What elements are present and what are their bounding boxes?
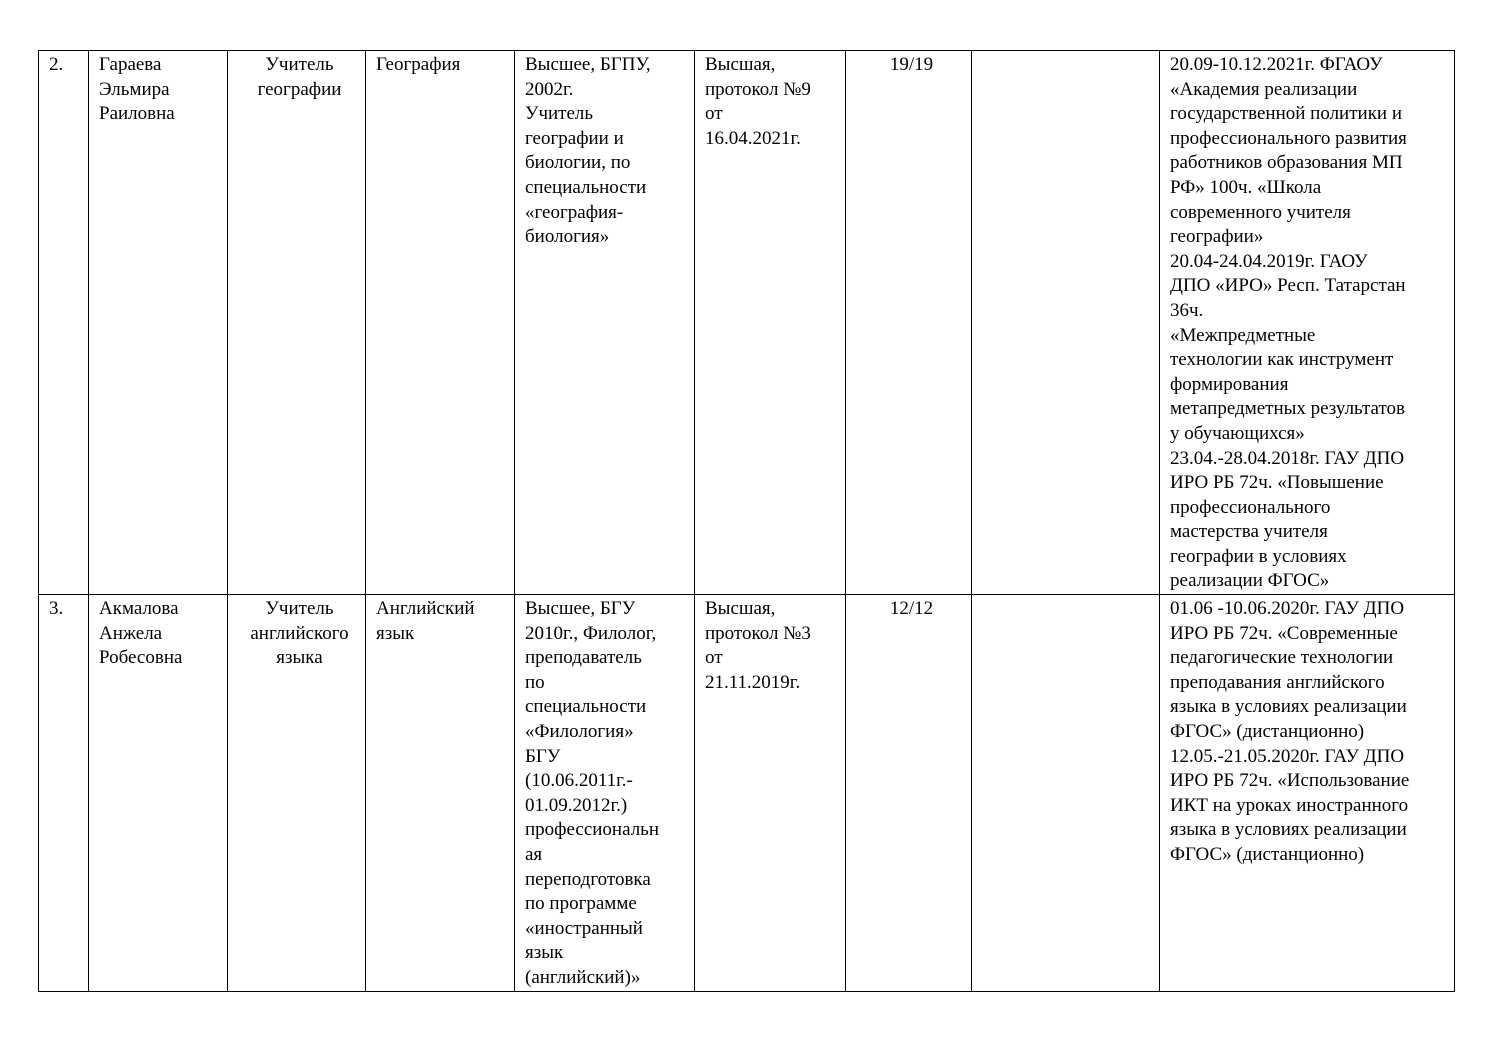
row-number: 2. [39,51,89,595]
table-row [39,51,1455,595]
teacher-experience: 12/12 [846,595,972,992]
teacher-subject: География [366,51,515,595]
teacher-position: Учитель английского языка [228,595,366,992]
row-number: 3. [39,595,89,992]
empty-cell [972,51,1160,595]
teacher-courses: 20.09-10.12.2021г. ФГАОУ «Академия реализации государственной политики и профессионального развития работников образования МП РФ» 100ч. «Школа современного учителя географии» 20.04-24.04.2019г. ГАОУ ДПО «ИРО» Респ. Татарстан 36ч. «Межпредметные технологии как инструмент формирования метапредметных результатов у обучающихся» 23.04.-28.04.2018г. ГАУ ДПО ИРО РБ 72ч. «Повышение профессионального мастерства учителя географии в условиях реализации ФГОС» [1160,51,1455,595]
teacher-name: Гараева Эльмира Раиловна [89,51,228,595]
teacher-experience: 19/19 [846,51,972,595]
teacher-education: Высшее, БГУ 2010г., Филолог, преподаватель по специальности «Филология» БГУ (10.06.2011г.- 01.09.2012г.) профессиональн ая переподготовка по программе «иностранный язык (английский)» [515,595,695,992]
teacher-name: Акмалова Анжела Робесовна [89,595,228,992]
empty-cell [972,595,1160,992]
teacher-category: Высшая, протокол №3 от 21.11.2019г. [695,595,846,992]
teacher-courses: 01.06 -10.06.2020г. ГАУ ДПО ИРО РБ 72ч. «Современные педагогические технологии преподавания английского языка в условиях реализации ФГОС» (дистанционно) 12.05.-21.05.2020г. ГАУ ДПО ИРО РБ 72ч. «Использование ИКТ на уроках иностранного языка в условиях реализации ФГОС» (дистанционно) [1160,595,1455,992]
teacher-subject: Английский язык [366,595,515,992]
teacher-category: Высшая, протокол №9 от 16.04.2021г. [695,51,846,595]
table-row [39,595,1455,992]
staff-table [38,50,1455,992]
teacher-position: Учитель географии [228,51,366,595]
teacher-education: Высшее, БГПУ, 2002г. Учитель географии и биологии, по специальности «география- биология» [515,51,695,595]
